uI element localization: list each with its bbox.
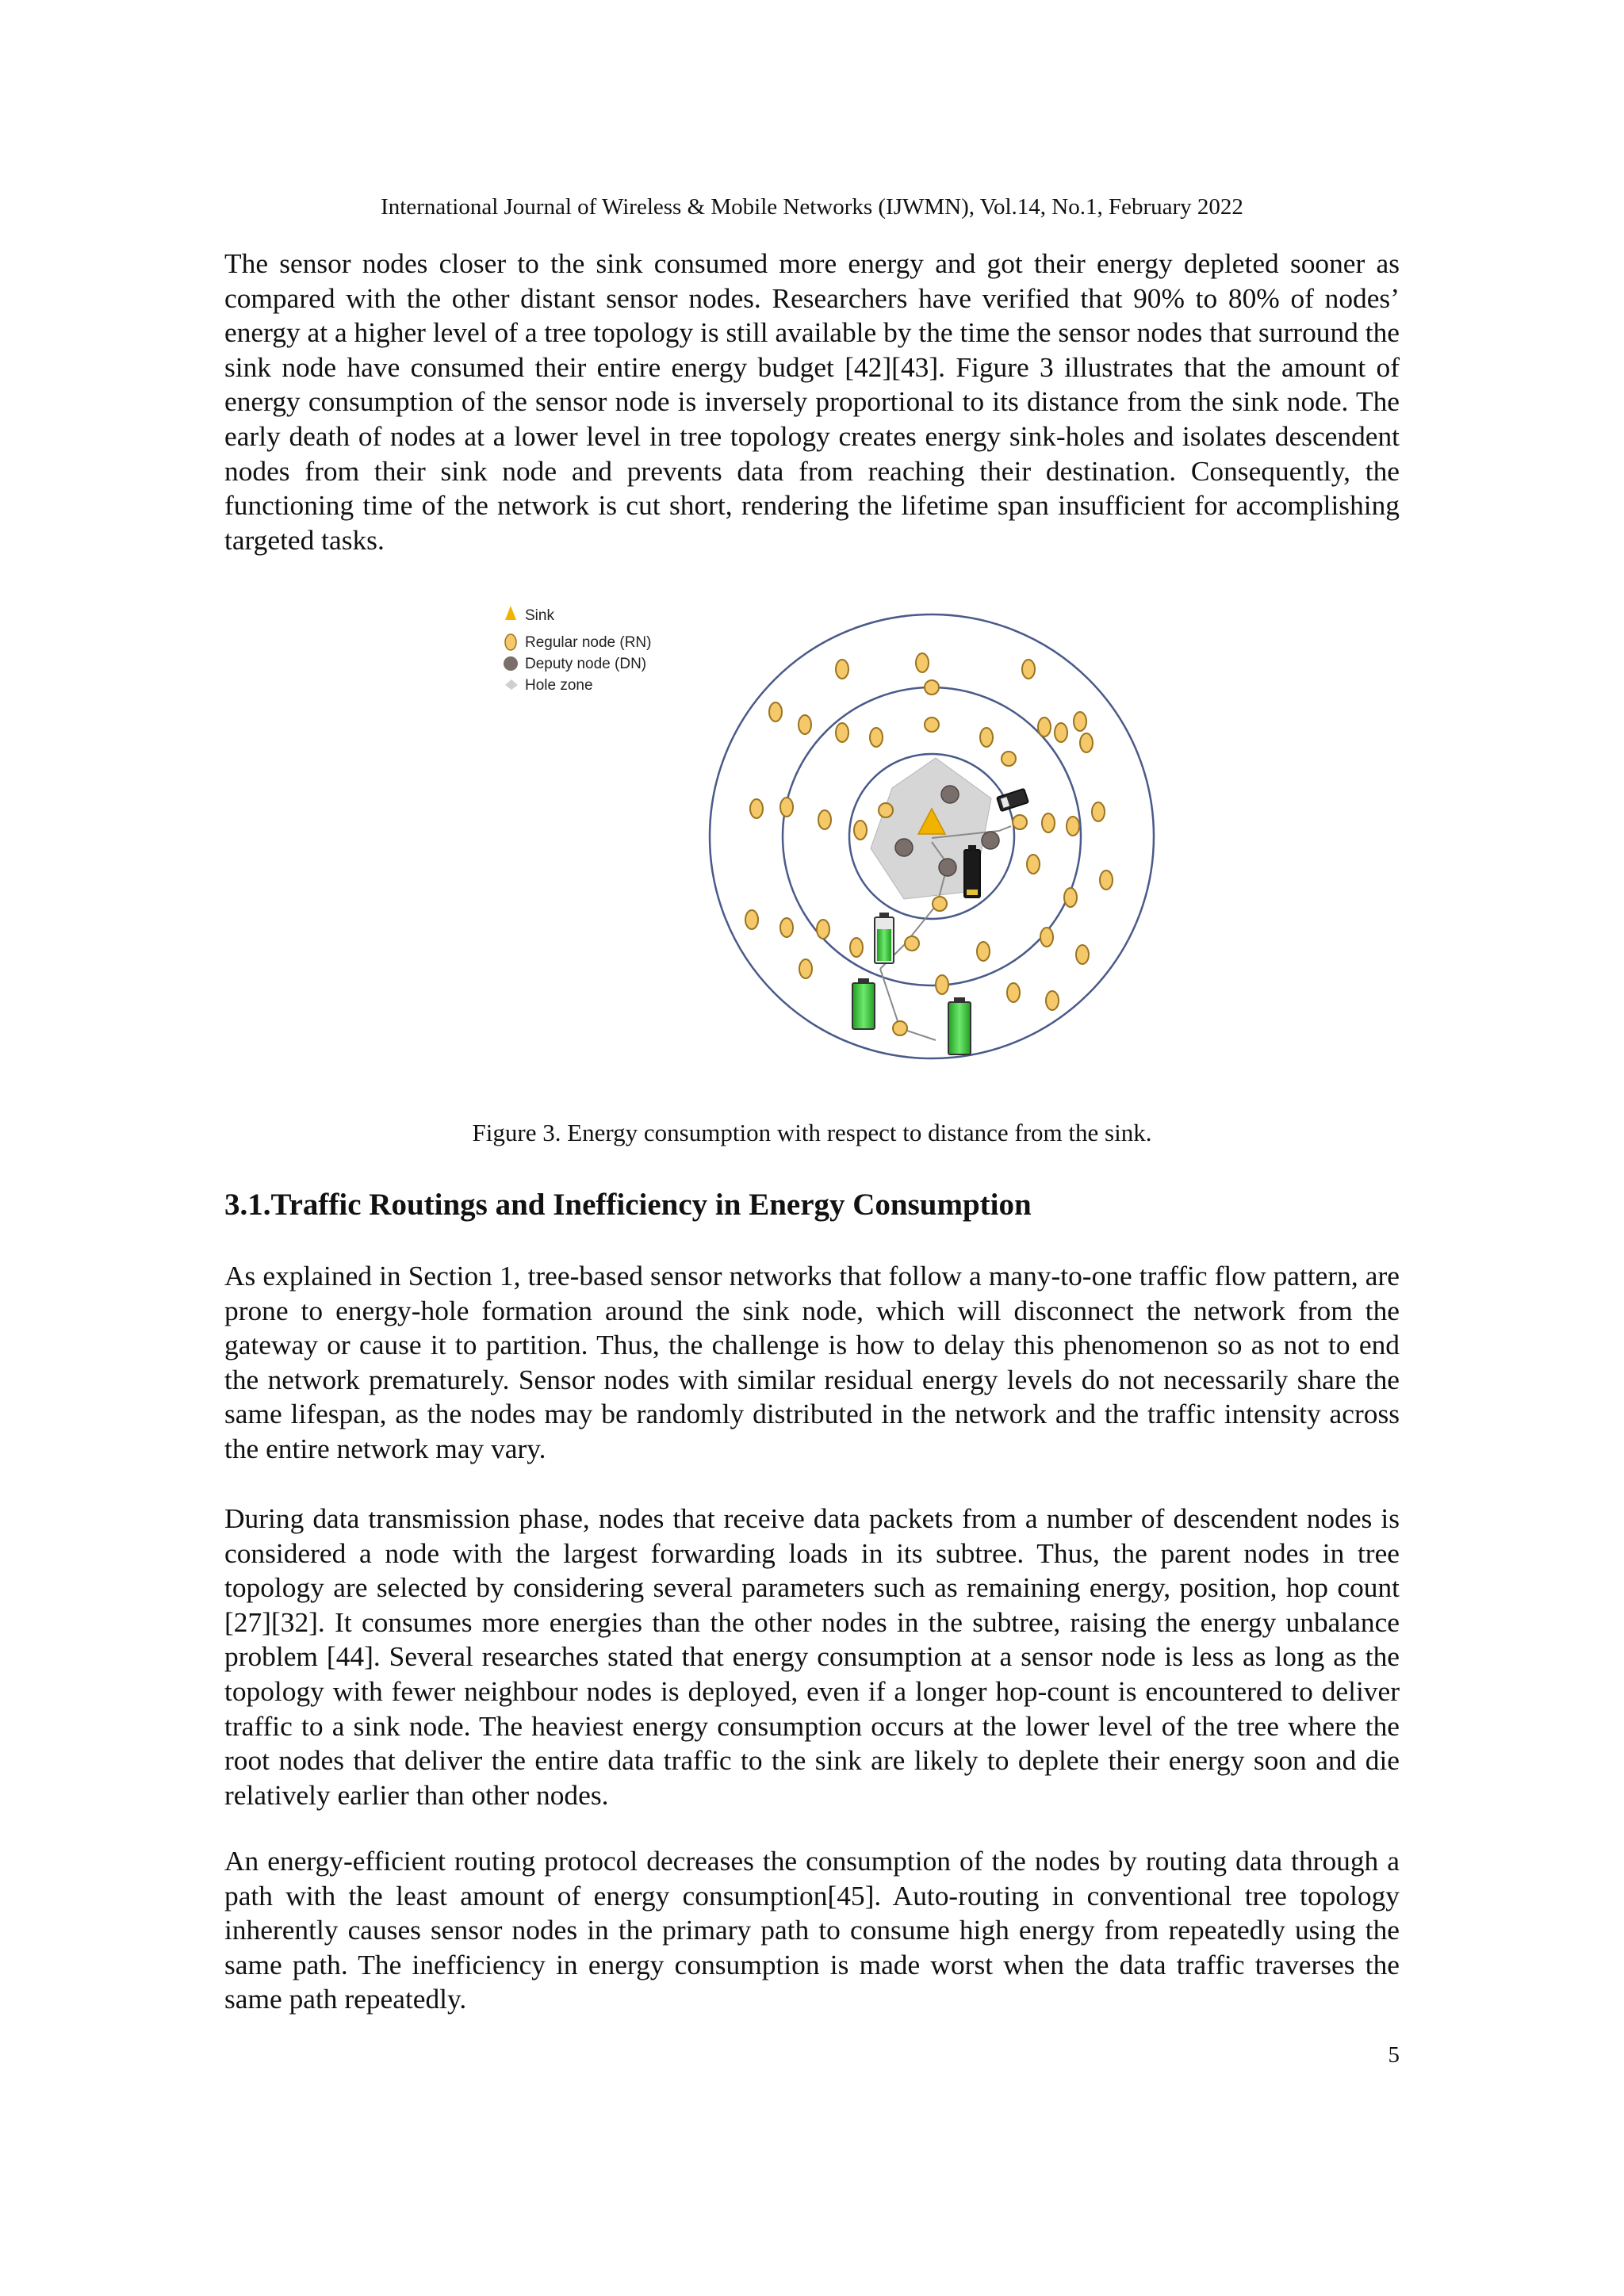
regular-node	[1007, 983, 1020, 1002]
legend-deputy-label: Deputy node (DN)	[525, 656, 647, 672]
hole-zone-legend-icon	[505, 679, 518, 690]
deputy-node-legend-icon	[504, 656, 518, 671]
regular-node	[1042, 813, 1055, 832]
body-paragraph-2: During data transmission phase, nodes that receive data packets from a number of descendent nodes is considered a node with the largest forwarding loads in its subtree. Thus, the parent nodes in tree topology are selected by considering several parameters such as remaining energy, position, hop count [27][32]. It consumes more energies than the other nodes in the subtree, raising the energy unbalance problem [44]. Several researches stated that energy consumption at a sensor node is less as long as the topology with fewer neighbour nodes is deployed, even if a longer hop-count is encountered to deliver traffic to a sink node. The heaviest energy consumption occurs at the lower level of the tree where the root nodes that deliver the entire data traffic to the sink are likely to deplete their energy soon and die relatively earlier than other nodes.	[224, 1502, 1400, 1811]
deputy-node	[895, 839, 913, 856]
regular-node	[750, 799, 763, 818]
regular-node	[817, 920, 829, 939]
battery-icon	[852, 978, 875, 1029]
regular-node	[936, 975, 948, 994]
battery-icon	[964, 845, 980, 897]
regular-node	[854, 821, 867, 840]
regular-node	[799, 959, 812, 978]
deputy-node	[982, 832, 999, 849]
battery-icon	[948, 997, 971, 1054]
regular-node	[1092, 802, 1105, 821]
regular-node	[1100, 871, 1113, 890]
regular-node	[977, 942, 990, 961]
regular-node	[925, 718, 939, 732]
regular-node	[1038, 718, 1051, 737]
regular-node	[1080, 733, 1093, 752]
regular-node	[850, 938, 863, 957]
regular-node	[799, 715, 811, 734]
deputy-node	[939, 859, 956, 876]
battery-icon	[875, 913, 894, 963]
legend-sink-label: Sink	[525, 607, 554, 624]
regular-node	[780, 798, 793, 817]
regular-node	[916, 653, 929, 672]
regular-node	[870, 728, 883, 747]
regular-node	[893, 1021, 907, 1035]
legend-hole-label: Hole zone	[525, 677, 593, 694]
regular-node	[933, 897, 947, 911]
legend-regular-label: Regular node (RN)	[525, 634, 652, 651]
regular-node	[879, 803, 893, 817]
regular-node	[836, 660, 848, 679]
regular-node	[745, 910, 758, 929]
regular-node	[836, 723, 848, 742]
figure-3	[492, 596, 1158, 1072]
regular-node	[1040, 928, 1053, 947]
regular-node	[1022, 660, 1035, 679]
regular-node	[1027, 855, 1040, 874]
regular-node	[1076, 945, 1089, 964]
regular-node	[1064, 888, 1077, 907]
regular-node-legend-icon	[505, 634, 516, 650]
body-paragraph-3: An energy-efficient routing protocol decreases the consumption of the nodes by routing data through a path with the least amount of energy consumption[45]. Auto-routing in conventional tree topology inherently causes sensor nodes in the primary path to consume high energy from repeatedly using the same path. The inefficiency in energy consumption is made worst when the data traffic traverses the same path repeatedly.	[224, 1845, 1400, 2015]
figure-caption: Figure 3. Energy consumption with respect to distance from the sink.	[472, 1119, 1152, 1146]
regular-node	[925, 680, 939, 695]
regular-node	[818, 810, 831, 829]
regular-node	[780, 918, 793, 937]
regular-node	[1055, 723, 1067, 742]
intro-paragraph: The sensor nodes closer to the sink consumed more energy and got their energy depleted sooner as compared with the other distant sensor nodes. Researchers have verified that 90% to 80% of nodes’ energy at a higher level of a tree topology is still available by the time the sensor nodes that surround the sink node have consumed their entire energy budget [42][43]. Figure 3 illustrates that the amount of energy consumption of the sensor node is inversely proportional to its distance from the sink node. The early death of nodes at a lower level in tree topology creates energy sink-holes and isolates descendent nodes from their sink node and prevents data from reaching their destination. Consequently, the functioning time of the network is cut short, rendering the lifetime span insufficient for accomplishing targeted tasks.	[224, 247, 1400, 556]
regular-node	[1013, 815, 1027, 829]
sink-legend-icon	[505, 606, 516, 620]
section-heading: 3.1.Traffic Routings and Inefficiency in Energy Consumption	[224, 1188, 1032, 1222]
deputy-node	[941, 786, 959, 803]
energy-diagram	[492, 596, 1158, 1072]
regular-node	[769, 702, 782, 721]
regular-node	[1046, 991, 1059, 1010]
regular-node	[1074, 712, 1086, 731]
running-header: International Journal of Wireless & Mobile Networks (IJWMN), Vol.14, No.1, February 2022	[381, 194, 1243, 220]
legend	[504, 606, 651, 694]
regular-node	[980, 728, 993, 747]
regular-node	[1067, 817, 1079, 836]
page-number: 5	[1388, 2042, 1400, 2068]
regular-node	[905, 936, 919, 951]
regular-node	[1002, 752, 1016, 766]
body-paragraph-1: As explained in Section 1, tree-based sensor networks that follow a many-to-one traffic flow pattern, are prone to energy-hole formation around the sink node, which will disconnect the network from the gateway or cause it to partition. Thus, the challenge is how to delay this phenomenon so as not to end the network prematurely. Sensor nodes with similar residual energy levels do not necessarily share the same lifespan, as the nodes may be randomly distributed in the network and the traffic intensity across the entire network may vary.	[224, 1260, 1400, 1464]
